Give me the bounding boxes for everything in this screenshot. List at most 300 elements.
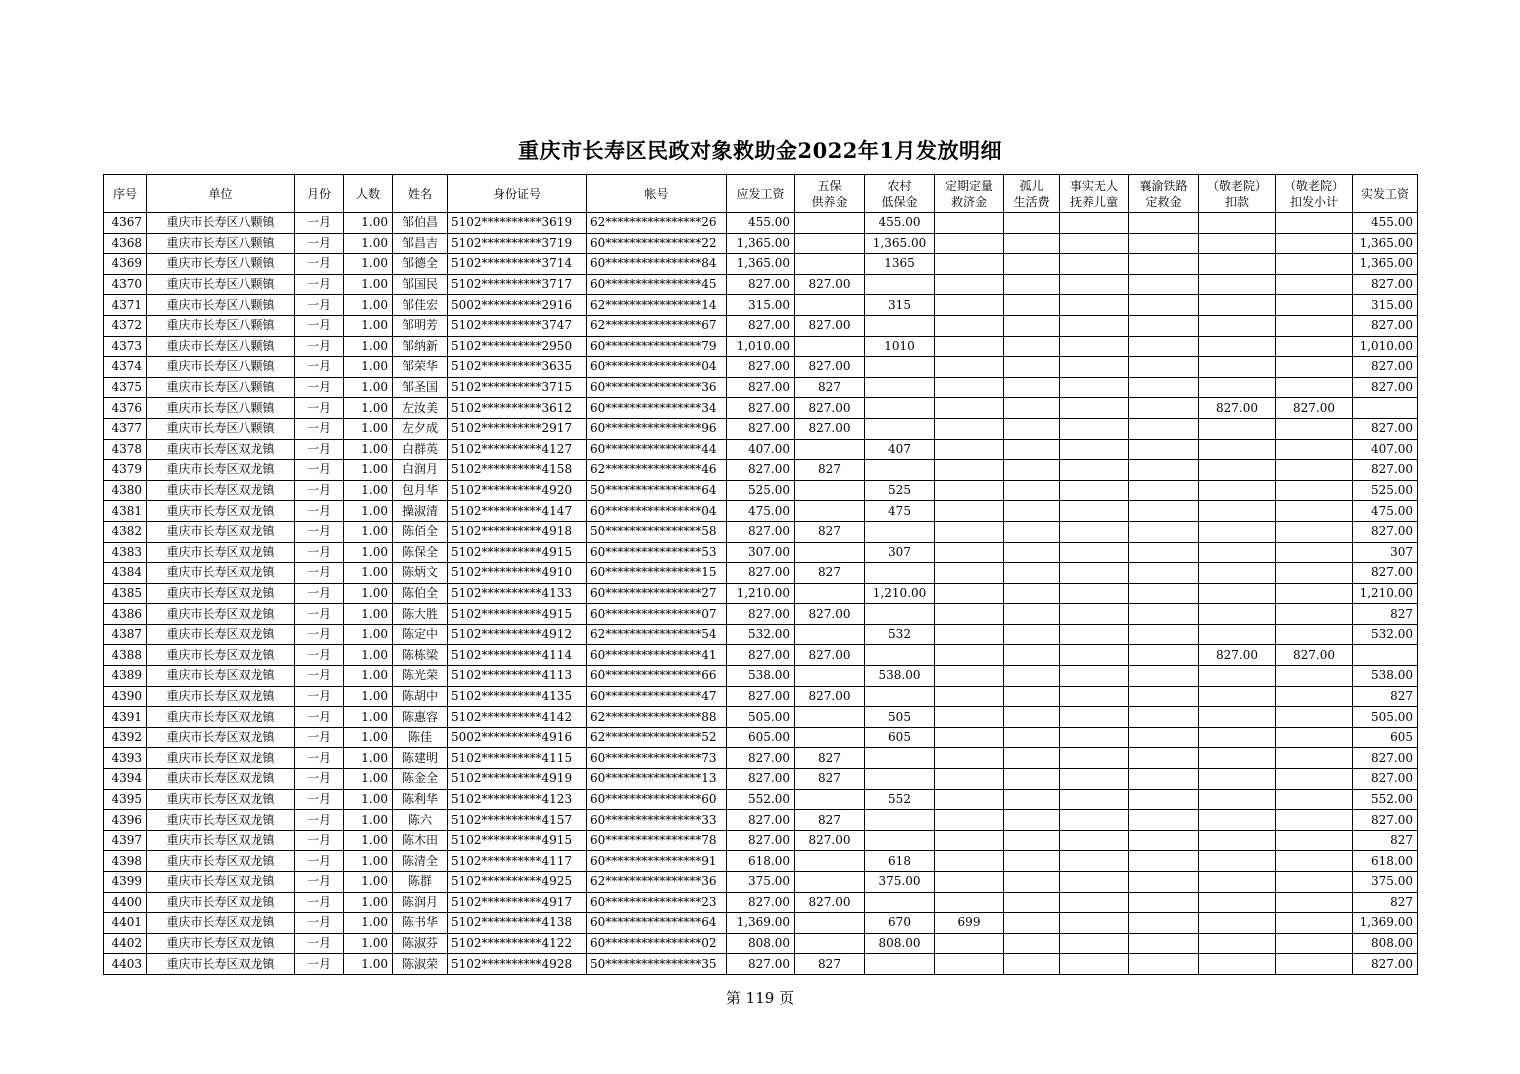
col-dingqi-cell: [935, 563, 1004, 584]
col-xiangyu-cell: [1129, 789, 1199, 810]
col-id-number-cell: 5102**********3715: [448, 377, 587, 398]
col-dingqi-cell: [935, 727, 1004, 748]
col-dibao-cell: [865, 460, 935, 481]
col-id-number-cell: 5002**********4916: [448, 727, 587, 748]
col-payable-cell: 827.00: [727, 563, 795, 584]
col-dibao-cell: 475: [865, 501, 935, 522]
col-account-cell: 60****************27: [587, 583, 727, 604]
col-wubao-cell: 827: [795, 460, 865, 481]
col-uncared-child-cell: [1060, 954, 1129, 975]
col-net-pay-cell: 827: [1353, 830, 1418, 851]
col-unit-cell: 重庆市长寿区八颗镇: [147, 377, 295, 398]
col-deduction-cell: [1199, 377, 1276, 398]
col-payable-cell: 552.00: [727, 789, 795, 810]
col-wubao-cell: [795, 542, 865, 563]
col-dingqi-cell: [935, 851, 1004, 872]
col-deduction-subtotal-cell: [1276, 501, 1353, 522]
col-id-number-cell: 5102**********3714: [448, 254, 587, 275]
col-payable-cell: 525.00: [727, 480, 795, 501]
col-dingqi-cell: [935, 377, 1004, 398]
col-wubao-cell: [795, 789, 865, 810]
col-unit-header: 单位: [147, 175, 295, 213]
col-payable-cell: 827.00: [727, 604, 795, 625]
table-row: [104, 769, 1418, 790]
col-dibao-cell: 1365: [865, 254, 935, 275]
col-name-cell: 陈六: [393, 810, 448, 831]
col-net-pay-cell: 407.00: [1353, 439, 1418, 460]
col-uncared-child-cell: [1060, 418, 1129, 439]
col-account-cell: 62****************54: [587, 624, 727, 645]
col-uncared-child-cell: [1060, 563, 1129, 584]
col-month-cell: 一月: [295, 892, 344, 913]
col-account-cell: 62****************52: [587, 727, 727, 748]
col-dibao-cell: 605: [865, 727, 935, 748]
col-dibao-cell: 538.00: [865, 666, 935, 687]
col-wubao-cell: 827.00: [795, 398, 865, 419]
col-account-cell: 60****************04: [587, 501, 727, 522]
col-dibao-cell: [865, 954, 935, 975]
col-dingqi-cell: [935, 624, 1004, 645]
col-seq-cell: 4373: [104, 336, 147, 357]
col-deduction-cell: [1199, 542, 1276, 563]
col-month-cell: 一月: [295, 686, 344, 707]
col-seq-cell: 4377: [104, 418, 147, 439]
col-deduction-subtotal-cell: [1276, 274, 1353, 295]
col-payable-cell: 827.00: [727, 357, 795, 378]
col-deduction-cell: [1199, 501, 1276, 522]
col-id-number-cell: 5102**********4147: [448, 501, 587, 522]
col-name-cell: 左夕成: [393, 418, 448, 439]
col-deduction-subtotal-cell: [1276, 295, 1353, 316]
col-deduction-cell: [1199, 624, 1276, 645]
col-unit-cell: 重庆市长寿区双龙镇: [147, 666, 295, 687]
col-uncared-child-cell: [1060, 521, 1129, 542]
col-deduction-cell: [1199, 254, 1276, 275]
col-id-number-cell: 5102**********2917: [448, 418, 587, 439]
col-uncared-child-cell: [1060, 233, 1129, 254]
col-unit-cell: 重庆市长寿区双龙镇: [147, 460, 295, 481]
col-unit-cell: 重庆市长寿区双龙镇: [147, 954, 295, 975]
col-seq-cell: 4375: [104, 377, 147, 398]
col-uncared-child-cell: [1060, 583, 1129, 604]
col-orphan-cell: [1004, 583, 1060, 604]
col-deduction-subtotal-cell: [1276, 851, 1353, 872]
col-uncared-child-cell: [1060, 336, 1129, 357]
col-month-cell: 一月: [295, 521, 344, 542]
col-net-pay-cell: 307: [1353, 542, 1418, 563]
col-month-cell: 一月: [295, 933, 344, 954]
col-seq-cell: 4384: [104, 563, 147, 584]
col-month-header: 月份: [295, 175, 344, 213]
table-row: [104, 933, 1418, 954]
col-orphan-cell: [1004, 295, 1060, 316]
col-uncared-child-cell: [1060, 213, 1129, 234]
col-dingqi-cell: [935, 460, 1004, 481]
col-month-cell: 一月: [295, 872, 344, 893]
col-dibao-cell: 1,210.00: [865, 583, 935, 604]
col-deduction-cell: [1199, 769, 1276, 790]
col-unit-cell: 重庆市长寿区双龙镇: [147, 727, 295, 748]
col-id-number-cell: 5102**********4123: [448, 789, 587, 810]
col-deduction-subtotal-cell: [1276, 315, 1353, 336]
col-dingqi-cell: [935, 830, 1004, 851]
col-month-cell: 一月: [295, 398, 344, 419]
col-unit-cell: 重庆市长寿区八颗镇: [147, 357, 295, 378]
col-dingqi-cell: [935, 954, 1004, 975]
col-dibao-cell: [865, 892, 935, 913]
col-uncared-child-cell: [1060, 789, 1129, 810]
table-row: [104, 563, 1418, 584]
col-unit-cell: 重庆市长寿区双龙镇: [147, 686, 295, 707]
col-deduction-cell: [1199, 604, 1276, 625]
col-wubao-cell: [795, 480, 865, 501]
col-month-cell: 一月: [295, 501, 344, 522]
col-dibao-cell: 505: [865, 707, 935, 728]
col-name-cell: 陈建明: [393, 748, 448, 769]
col-dingqi-cell: [935, 315, 1004, 336]
col-count-cell: 1.00: [344, 686, 393, 707]
col-deduction-subtotal-cell: [1276, 542, 1353, 563]
col-orphan-cell: [1004, 418, 1060, 439]
col-account-cell: 60****************91: [587, 851, 727, 872]
col-name-cell: 邹国民: [393, 274, 448, 295]
col-account-cell: 60****************45: [587, 274, 727, 295]
col-deduction-cell: [1199, 913, 1276, 934]
col-dingqi-cell: [935, 213, 1004, 234]
col-month-cell: 一月: [295, 748, 344, 769]
col-uncared-child-cell: [1060, 645, 1129, 666]
col-deduction-cell: 827.00: [1199, 645, 1276, 666]
table-row: [104, 213, 1418, 234]
col-wubao-cell: 827: [795, 748, 865, 769]
col-wubao-cell: [795, 872, 865, 893]
col-unit-cell: 重庆市长寿区双龙镇: [147, 810, 295, 831]
col-orphan-cell: [1004, 480, 1060, 501]
col-count-cell: 1.00: [344, 336, 393, 357]
col-deduction-subtotal-cell: [1276, 563, 1353, 584]
col-wubao-header: 五保 供养金: [795, 175, 865, 213]
table-row: [104, 521, 1418, 542]
col-id-number-cell: 5102**********4910: [448, 563, 587, 584]
col-id-number-cell: 5102**********3719: [448, 233, 587, 254]
col-xiangyu-cell: [1129, 954, 1199, 975]
col-id-number-cell: 5102**********4925: [448, 872, 587, 893]
col-id-number-cell: 5102**********4142: [448, 707, 587, 728]
col-seq-cell: 4387: [104, 624, 147, 645]
col-net-pay-cell: 827.00: [1353, 377, 1418, 398]
col-deduction-cell: [1199, 872, 1276, 893]
col-dibao-cell: [865, 604, 935, 625]
col-dibao-cell: [865, 357, 935, 378]
col-month-cell: 一月: [295, 357, 344, 378]
col-orphan-cell: [1004, 624, 1060, 645]
col-deduction-cell: [1199, 686, 1276, 707]
col-xiangyu-cell: [1129, 769, 1199, 790]
col-net-pay-cell: 525.00: [1353, 480, 1418, 501]
col-id-number-cell: 5102**********4920: [448, 480, 587, 501]
col-id-number-cell: 5102**********3619: [448, 213, 587, 234]
col-uncared-child-header: 事实无人 抚养儿童: [1060, 175, 1129, 213]
col-name-cell: 陈金全: [393, 769, 448, 790]
col-xiangyu-cell: [1129, 686, 1199, 707]
col-month-cell: 一月: [295, 274, 344, 295]
col-unit-cell: 重庆市长寿区双龙镇: [147, 769, 295, 790]
col-dingqi-cell: [935, 666, 1004, 687]
header-row: [104, 175, 1418, 213]
col-deduction-subtotal-cell: [1276, 439, 1353, 460]
col-name-cell: 陈佰全: [393, 521, 448, 542]
col-net-pay-cell: 827.00: [1353, 460, 1418, 481]
col-wubao-cell: [795, 624, 865, 645]
col-id-number-cell: 5102**********4919: [448, 769, 587, 790]
col-name-cell: 白润月: [393, 460, 448, 481]
col-payable-cell: 307.00: [727, 542, 795, 563]
col-deduction-cell: [1199, 933, 1276, 954]
col-deduction-subtotal-cell: [1276, 872, 1353, 893]
col-deduction-subtotal-cell: [1276, 418, 1353, 439]
col-id-number-cell: 5102**********4915: [448, 604, 587, 625]
col-name-cell: 陈光荣: [393, 666, 448, 687]
col-seq-cell: 4381: [104, 501, 147, 522]
col-dibao-cell: 808.00: [865, 933, 935, 954]
col-dingqi-cell: [935, 439, 1004, 460]
col-dingqi-cell: [935, 501, 1004, 522]
col-wubao-cell: [795, 851, 865, 872]
col-uncared-child-cell: [1060, 892, 1129, 913]
document-title: 重庆市长寿区民政对象救助金2022年1月发放明细: [517, 138, 1003, 163]
col-seq-cell: 4378: [104, 439, 147, 460]
col-count-cell: 1.00: [344, 254, 393, 275]
col-account-cell: 60****************73: [587, 748, 727, 769]
col-seq-cell: 4386: [104, 604, 147, 625]
col-deduction-cell: [1199, 274, 1276, 295]
col-month-cell: 一月: [295, 336, 344, 357]
col-count-cell: 1.00: [344, 418, 393, 439]
col-net-pay-cell: 552.00: [1353, 789, 1418, 810]
col-dibao-cell: 552: [865, 789, 935, 810]
col-id-number-cell: 5102**********4158: [448, 460, 587, 481]
col-net-pay-cell: 605: [1353, 727, 1418, 748]
col-xiangyu-cell: [1129, 748, 1199, 769]
table-row: [104, 830, 1418, 851]
col-dibao-cell: [865, 748, 935, 769]
col-count-cell: 1.00: [344, 274, 393, 295]
col-deduction-subtotal-cell: [1276, 789, 1353, 810]
col-payable-cell: 827.00: [727, 521, 795, 542]
col-deduction-subtotal-cell: [1276, 336, 1353, 357]
col-deduction-subtotal-cell: [1276, 933, 1353, 954]
table-row: [104, 810, 1418, 831]
col-xiangyu-cell: [1129, 851, 1199, 872]
col-xiangyu-cell: [1129, 892, 1199, 913]
col-payable-cell: 827.00: [727, 645, 795, 666]
col-count-cell: 1.00: [344, 563, 393, 584]
col-dingqi-cell: [935, 233, 1004, 254]
col-count-cell: 1.00: [344, 583, 393, 604]
col-id-number-cell: 5102**********4917: [448, 892, 587, 913]
table-row: [104, 604, 1418, 625]
col-seq-cell: 4392: [104, 727, 147, 748]
col-dingqi-cell: [935, 933, 1004, 954]
col-account-cell: 60****************64: [587, 913, 727, 934]
col-id-number-cell: 5102**********4133: [448, 583, 587, 604]
col-account-cell: 62****************14: [587, 295, 727, 316]
col-unit-cell: 重庆市长寿区八颗镇: [147, 233, 295, 254]
col-name-cell: 陈佳: [393, 727, 448, 748]
col-name-cell: 邹伯昌: [393, 213, 448, 234]
col-month-cell: 一月: [295, 233, 344, 254]
table-row: [104, 624, 1418, 645]
col-dibao-cell: [865, 810, 935, 831]
col-name-cell: 陈定中: [393, 624, 448, 645]
col-payable-cell: 827.00: [727, 398, 795, 419]
col-month-cell: 一月: [295, 789, 344, 810]
col-uncared-child-cell: [1060, 851, 1129, 872]
col-wubao-cell: [795, 213, 865, 234]
col-uncared-child-cell: [1060, 315, 1129, 336]
col-deduction-cell: [1199, 851, 1276, 872]
col-name-cell: 陈淑芬: [393, 933, 448, 954]
col-seq-cell: 4371: [104, 295, 147, 316]
col-unit-cell: 重庆市长寿区双龙镇: [147, 707, 295, 728]
col-uncared-child-cell: [1060, 274, 1129, 295]
col-account-cell: 60****************44: [587, 439, 727, 460]
col-xiangyu-cell: [1129, 398, 1199, 419]
col-count-cell: 1.00: [344, 830, 393, 851]
col-deduction-cell: [1199, 439, 1276, 460]
col-count-cell: 1.00: [344, 377, 393, 398]
col-id-number-cell: 5102**********4135: [448, 686, 587, 707]
col-payable-cell: 827.00: [727, 810, 795, 831]
col-id-number-cell: 5102**********4122: [448, 933, 587, 954]
col-deduction-cell: [1199, 315, 1276, 336]
col-deduction-subtotal-cell: [1276, 377, 1353, 398]
col-orphan-cell: [1004, 913, 1060, 934]
col-count-cell: 1.00: [344, 398, 393, 419]
col-count-cell: 1.00: [344, 913, 393, 934]
col-net-pay-cell: 505.00: [1353, 707, 1418, 728]
col-dibao-cell: 525: [865, 480, 935, 501]
col-account-cell: 62****************46: [587, 460, 727, 481]
col-dingqi-cell: [935, 872, 1004, 893]
col-payable-cell: 827.00: [727, 830, 795, 851]
col-seq-cell: 4400: [104, 892, 147, 913]
col-deduction-cell: [1199, 892, 1276, 913]
col-name-cell: 包月华: [393, 480, 448, 501]
col-unit-cell: 重庆市长寿区八颗镇: [147, 418, 295, 439]
col-orphan-cell: [1004, 357, 1060, 378]
col-xiangyu-cell: [1129, 521, 1199, 542]
col-uncared-child-cell: [1060, 295, 1129, 316]
col-count-cell: 1.00: [344, 460, 393, 481]
table-row: [104, 872, 1418, 893]
col-deduction-subtotal-header: （敬老院） 扣发小计: [1276, 175, 1353, 213]
col-count-cell: 1.00: [344, 954, 393, 975]
col-deduction-cell: [1199, 830, 1276, 851]
col-seq-cell: 4369: [104, 254, 147, 275]
col-dibao-cell: [865, 830, 935, 851]
col-orphan-cell: [1004, 872, 1060, 893]
col-orphan-cell: [1004, 851, 1060, 872]
col-seq-cell: 4388: [104, 645, 147, 666]
col-month-cell: 一月: [295, 913, 344, 934]
col-name-cell: 陈清全: [393, 851, 448, 872]
col-month-cell: 一月: [295, 666, 344, 687]
col-deduction-cell: [1199, 563, 1276, 584]
table-row: [104, 377, 1418, 398]
col-dingqi-cell: [935, 357, 1004, 378]
col-deduction-subtotal-cell: [1276, 521, 1353, 542]
col-unit-cell: 重庆市长寿区双龙镇: [147, 583, 295, 604]
col-seq-cell: 4391: [104, 707, 147, 728]
col-xiangyu-cell: [1129, 913, 1199, 934]
col-xiangyu-cell: [1129, 583, 1199, 604]
col-seq-cell: 4393: [104, 748, 147, 769]
col-deduction-cell: [1199, 583, 1276, 604]
col-name-cell: 陈群: [393, 872, 448, 893]
col-uncared-child-cell: [1060, 439, 1129, 460]
col-unit-cell: 重庆市长寿区双龙镇: [147, 892, 295, 913]
col-dibao-header: 农村 低保金: [865, 175, 935, 213]
col-uncared-child-cell: [1060, 686, 1129, 707]
col-orphan-cell: [1004, 830, 1060, 851]
col-unit-cell: 重庆市长寿区八颗镇: [147, 213, 295, 234]
col-deduction-cell: 827.00: [1199, 398, 1276, 419]
col-unit-cell: 重庆市长寿区双龙镇: [147, 789, 295, 810]
col-uncared-child-cell: [1060, 460, 1129, 481]
col-account-cell: 60****************41: [587, 645, 727, 666]
col-count-cell: 1.00: [344, 624, 393, 645]
col-unit-cell: 重庆市长寿区双龙镇: [147, 933, 295, 954]
col-month-cell: 一月: [295, 830, 344, 851]
col-month-cell: 一月: [295, 624, 344, 645]
col-name-cell: 陈利华: [393, 789, 448, 810]
table-row: [104, 480, 1418, 501]
col-count-cell: 1.00: [344, 315, 393, 336]
table-row: [104, 233, 1418, 254]
col-xiangyu-cell: [1129, 213, 1199, 234]
col-deduction-cell: [1199, 707, 1276, 728]
table-row: [104, 460, 1418, 481]
col-unit-cell: 重庆市长寿区双龙镇: [147, 851, 295, 872]
col-deduction-subtotal-cell: [1276, 727, 1353, 748]
col-wubao-cell: [795, 727, 865, 748]
table-row: [104, 274, 1418, 295]
col-dingqi-cell: 699: [935, 913, 1004, 934]
col-month-cell: 一月: [295, 707, 344, 728]
col-deduction-subtotal-cell: [1276, 583, 1353, 604]
col-wubao-cell: 827: [795, 563, 865, 584]
col-net-pay-cell: 827.00: [1353, 274, 1418, 295]
col-account-cell: 60****************13: [587, 769, 727, 790]
col-xiangyu-cell: [1129, 830, 1199, 851]
col-dingqi-cell: [935, 480, 1004, 501]
col-dingqi-cell: [935, 604, 1004, 625]
col-month-cell: 一月: [295, 542, 344, 563]
col-account-cell: 60****************53: [587, 542, 727, 563]
col-month-cell: 一月: [295, 954, 344, 975]
col-deduction-cell: [1199, 954, 1276, 975]
col-month-cell: 一月: [295, 645, 344, 666]
col-deduction-header: （敬老院） 扣款: [1199, 175, 1276, 213]
col-uncared-child-cell: [1060, 933, 1129, 954]
col-wubao-cell: 827.00: [795, 830, 865, 851]
col-account-header: 帐号: [587, 175, 727, 213]
col-id-number-cell: 5102**********4113: [448, 666, 587, 687]
col-orphan-cell: [1004, 233, 1060, 254]
col-deduction-subtotal-cell: [1276, 604, 1353, 625]
col-account-cell: 60****************22: [587, 233, 727, 254]
